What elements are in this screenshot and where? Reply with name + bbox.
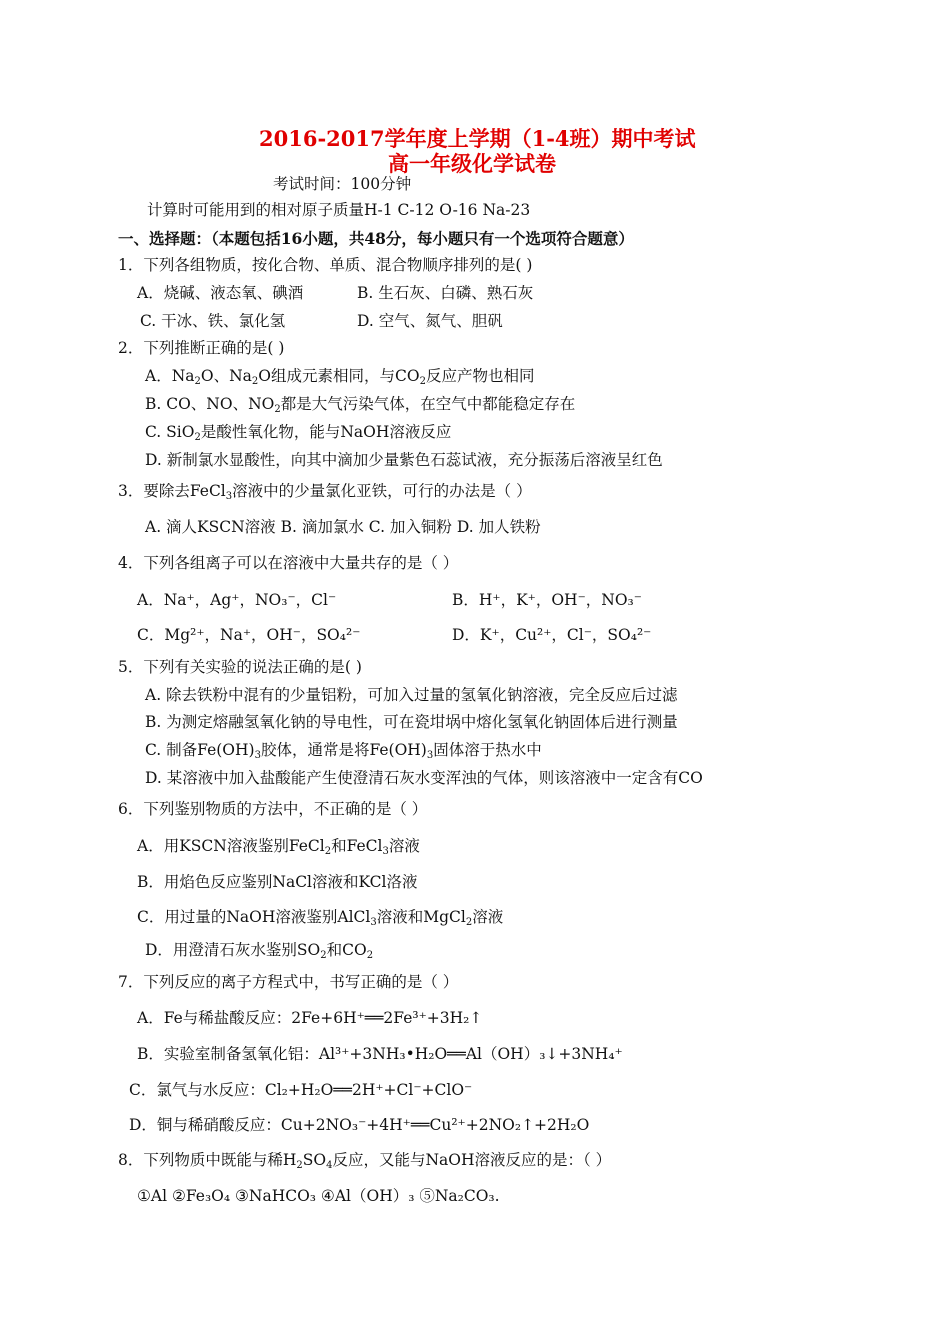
question-2: 2．下列推断正确的是( )	[118, 339, 285, 357]
question-3: 3．要除去FeCl$_3$溶液中的少量氯化亚铁，可行的办法是（ ）	[118, 482, 532, 502]
q6-option-b: B．用焰色反应鉴别NaCl溶液和KCl洛液	[137, 873, 418, 891]
question-8: 8．下列物质中既能与稀$H_2SO_4$反应，又能与NaOH溶液反应的是：（ ）	[118, 1151, 612, 1171]
q8-options: ①Al ②Fe₃O₄ ③NaHCO₃ ④Al（OH）₃ ⑤Na₂CO₃.	[137, 1187, 500, 1205]
q2-option-a: A．$Na_2O$、$Na_2O$组成元素相同，与$CO_2$反应产物也相同	[145, 367, 535, 387]
exam-subtitle: 高一年级化学试卷	[388, 151, 556, 176]
q7-option-b: B．实验室制备氢氧化铝：Al³⁺+3NH₃•H₂O══Al（OH）₃↓+3NH₄⁺	[137, 1045, 623, 1063]
section-heading: 一、选择题：（本题包括16小题，共48分，每小题只有一个选项符合题意）	[118, 229, 634, 248]
exam-title: 2016-2017学年度上学期（1-4班）期中考试	[259, 126, 696, 151]
question-1: 1．下列各组物质，按化合物、单质、混合物顺序排列的是( )	[118, 256, 533, 274]
q2-option-c: C. SiO$_2$是酸性氧化物，能与NaOH溶液反应	[145, 423, 452, 443]
q6-option-d: D．用澄清石灰水鉴别$SO_2$和$CO_2$	[145, 941, 374, 961]
question-7: 7．下列反应的离子方程式中，书写正确的是（ ）	[118, 973, 459, 991]
q4-option-d: D．K⁺，Cu²⁺，Cl⁻，SO₄²⁻	[452, 626, 652, 644]
q6-option-a: A．用KSCN溶液鉴别FeCl$_2$和FeCl$_3$溶液	[137, 837, 420, 857]
q4-option-b: B．H⁺，K⁺，OH⁻，NO₃⁻	[452, 591, 642, 609]
question-5: 5．下列有关实验的说法正确的是( )	[118, 658, 362, 676]
q2-option-b: B. CO、NO、$NO_2$都是大气污染气体，在空气中都能稳定存在	[145, 395, 576, 415]
q7-option-d: D．铜与稀硝酸反应：Cu+2NO₃⁻+4H⁺══Cu²⁺+2NO₂↑+2H₂O	[129, 1116, 590, 1134]
q5-option-a: A. 除去铁粉中混有的少量铝粉，可加入过量的氢氧化钠溶液，完全反应后过滤	[145, 686, 678, 704]
q4-option-a: A．Na⁺，Ag⁺，NO₃⁻，Cl⁻	[137, 591, 337, 609]
exam-time: 考试时间：100分钟	[273, 175, 412, 193]
question-6: 6．下列鉴别物质的方法中，不正确的是（ ）	[118, 800, 428, 818]
q2-option-d: D. 新制氯水显酸性，向其中滴加少量紫色石蕊试液，充分振荡后溶液呈红色	[145, 451, 663, 469]
q3-options: A. 滴人KSCN溶液 B. 滴加氯水 C. 加入铜粉 D. 加人铁粉	[145, 518, 541, 536]
question-4: 4．下列各组离子可以在溶液中大量共存的是（ ）	[118, 554, 459, 572]
q7-option-c: C．氯气与水反应：Cl₂+H₂O══2H⁺+Cl⁻+ClO⁻	[129, 1081, 473, 1099]
q4-option-c: C．Mg²⁺，Na⁺，OH⁻，SO₄²⁻	[137, 626, 361, 644]
q5-option-d: D. 某溶液中加入盐酸能产生使澄清石灰水变浑浊的气体，则该溶液中一定含有CO	[145, 769, 703, 787]
atomic-masses: 计算时可能用到的相对原子质量H-1 C-12 O-16 Na-23	[147, 201, 531, 219]
q1-option-b: B. 生石灰、白磷、熟石灰	[357, 284, 534, 302]
q7-option-a: A．Fe与稀盐酸反应：2Fe+6H⁺══2Fe³⁺+3H₂↑	[137, 1009, 483, 1027]
q1-option-c: C. 干冰、铁、氯化氢	[140, 312, 286, 330]
q5-option-b: B. 为测定熔融氢氧化钠的导电性，可在瓷坩埚中熔化氢氧化钠固体后进行测量	[145, 713, 678, 731]
q6-option-c: C．用过量的NaOH溶液鉴别AlCl$_3$溶液和MgCl$_2$溶液	[137, 908, 504, 928]
q5-option-c: C. 制备$Fe(OH)_3$胶体，通常是将$Fe(OH)_3$固体溶于热水中	[145, 741, 542, 761]
q1-option-d: D. 空气、氮气、胆矾	[357, 312, 503, 330]
q1-option-a: A．烧碱、液态氧、碘酒	[137, 284, 304, 302]
